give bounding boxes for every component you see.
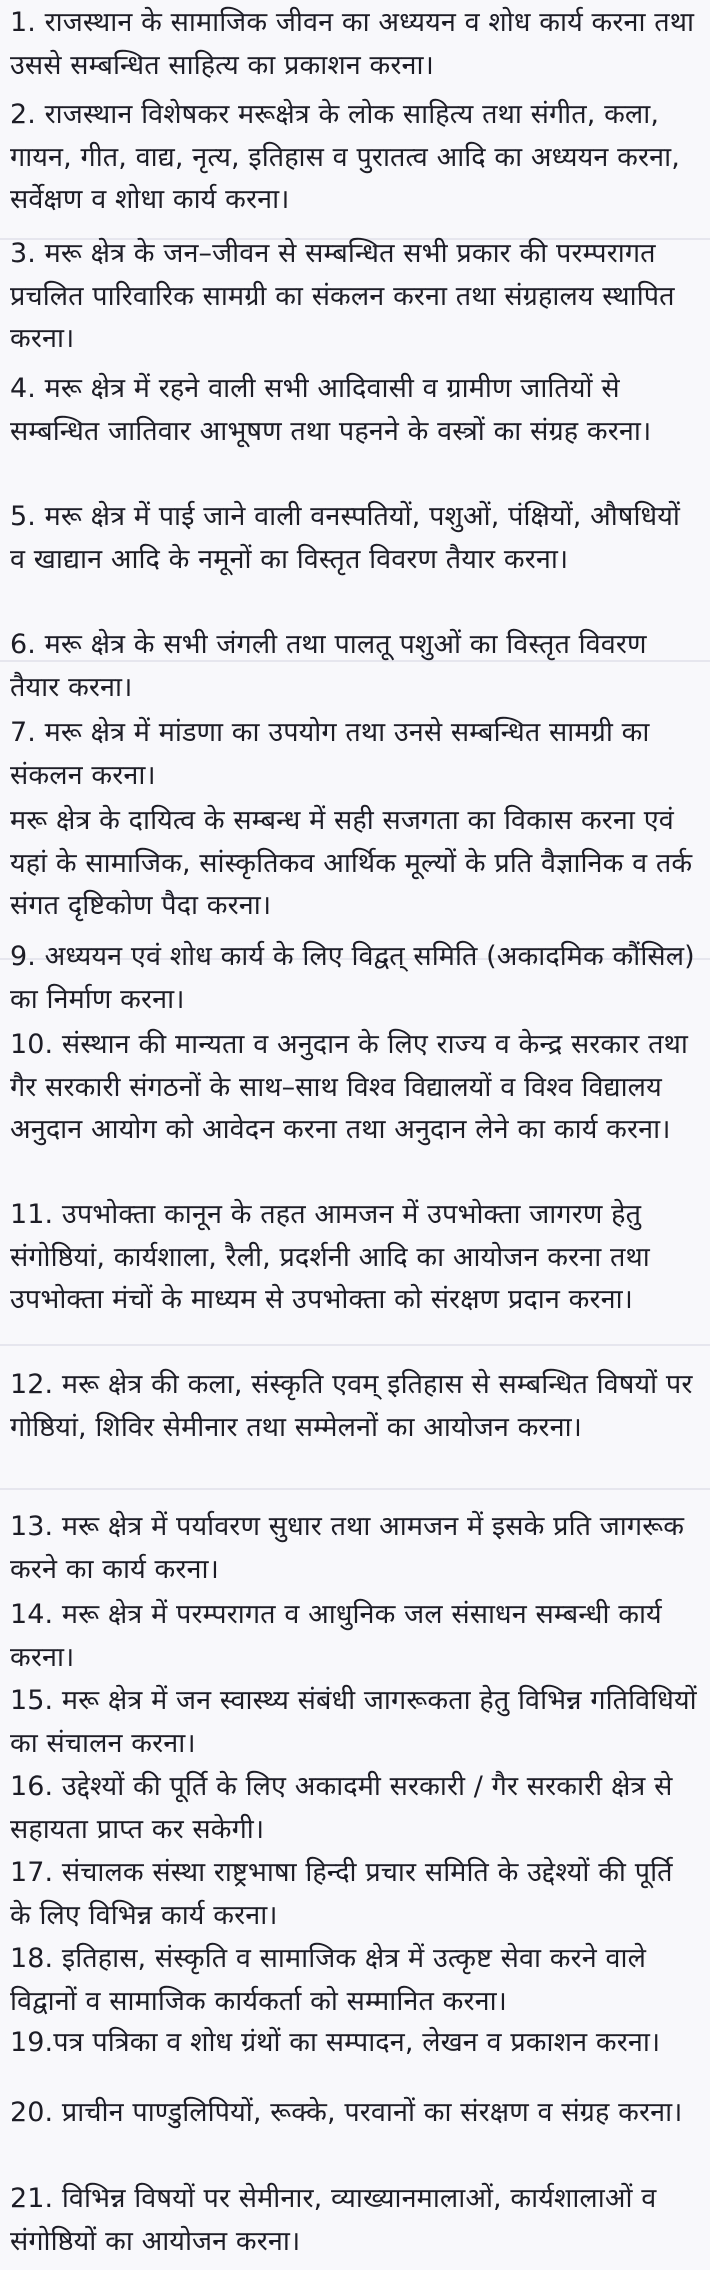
list-item: 11. उपभोक्ता कानून के तहत आमजन में उपभोक्ता जागरण हेतु संगोष्ठियां, कार्यशाला, रैली, प्रदर्शनी आदि का आयोजन करना तथा उपभोक्ता मंचों के माध्यम से उपभोक्ता को संरक्षण प्रदान करना। <box>10 1199 650 1315</box>
list-item: 6. मरू क्षेत्र के सभी जंगली तथा पालतू पशुओं का विस्तृत विवरण तैयार करना। <box>10 629 647 703</box>
list-item: 12. मरू क्षेत्र की कला, संस्कृति एवम् इतिहास से सम्बन्धित विषयों पर गोष्ठियां, शिविर सेमीनार तथा सम्मेलनों का आयोजन करना। <box>10 1369 693 1443</box>
list-item: 2. राजस्थान विशेषकर मरूक्षेत्र के लोक साहित्य तथा संगीत, कला, गायन, गीत, वाद्य, नृत्य, इतिहास व पुरातत्व आदि का अध्ययन करना, सर्वेक्षण व शोधा कार्य करना। <box>10 99 680 215</box>
list-item: 4. मरू क्षेत्र में रहने वाली सभी आदिवासी व ग्रामीण जातियों से सम्बन्धित जातिवार आभूषण तथा पहनने के वस्त्रों का संग्रह करना। <box>10 373 652 447</box>
list-item: 19.पत्र पत्रिका व शोध ग्रंथों का सम्पादन, लेखन व प्रकाशन करना। <box>10 2027 661 2058</box>
scan-divider <box>0 1488 710 1490</box>
list-item: 15. मरू क्षेत्र में जन स्वास्थ्य संबंधी जागरूकता हेतु विभिन्न गतिविधियों का संचालन करना। <box>10 1685 697 1759</box>
scan-divider <box>0 1344 710 1346</box>
list-item: 18. इतिहास, संस्कृति व सामाजिक क्षेत्र में उत्कृष्ट सेवा करने वाले विद्वानों व सामाजिक कार्यकर्ता को सम्मानित करना। <box>10 1943 647 2017</box>
list-item: 21. विभिन्न विषयों पर सेमीनार, व्याख्यानमालाओं, कार्यशालाओं व संगोष्ठियों का आयोजन करना। <box>10 2183 657 2257</box>
list-item: 5. मरू क्षेत्र में पाई जाने वाली वनस्पतियों, पशुओं, पंक्षियों, औषधियों व खाद्यान आदि के नमूनों का विस्तृत विवरण तैयार करना। <box>10 501 680 575</box>
list-item: 7. मरू क्षेत्र में मांडणा का उपयोग तथा उनसे सम्बन्धित सामग्री का संकलन करना। <box>10 717 650 791</box>
list-item: 3. मरू क्षेत्र के जन–जीवन से सम्बन्धित सभी प्रकार की परम्परागत प्रचलित पारिवारिक सामग्री का संकलन करना तथा संग्रहालय स्थापित करना। <box>10 238 675 354</box>
list-item: 17. संचालक संस्था राष्ट्रभाषा हिन्दी प्रचार समिति के उद्देश्यों की पूर्ति के लिए विभिन्न कार्य करना। <box>10 1857 673 1931</box>
list-item: मरू क्षेत्र के दायित्व के सम्बन्ध में सही सजगता का विकास करना एवं यहां के सामाजिक, सांस्कृतिकव आर्थिक मूल्यों के प्रति वैज्ञानिक व तर्क संगत दृष्टिकोण पैदा करना। <box>10 805 693 921</box>
list-item: 20. प्राचीन पाण्डुलिपियों, रूक्के, परवानों का संरक्षण व संग्रह करना। <box>10 2097 683 2128</box>
list-item: 16. उद्देश्यों की पूर्ति के लिए अकादमी सरकारी / गैर सरकारी क्षेत्र से सहायता प्राप्त कर सकेगी। <box>10 1771 673 1845</box>
list-item: 14. मरू क्षेत्र में परम्परागत व आधुनिक जल संसाधन सम्बन्धी कार्य करना। <box>10 1599 662 1673</box>
list-item: 13. मरू क्षेत्र में पर्यावरण सुधार तथा आमजन में इसके प्रति जागरूक करने का कार्य करना। <box>10 1511 685 1585</box>
list-item: 9. अध्ययन एवं शोध कार्य के लिए विद्वत् समिति (अकादमिक कौंसिल) का निर्माण करना। <box>10 941 695 1015</box>
list-item: 10. संस्थान की मान्यता व अनुदान के लिए राज्य व केन्द्र सरकार तथा गैर सरकारी संगठनों के साथ–साथ विश्व विद्यालयों व विश्व विद्यालय अनुदान आयोग को आवेदन करना तथा अनुदान लेने का कार्य करना। <box>10 1029 688 1145</box>
list-item: 1. राजस्थान के सामाजिक जीवन का अध्ययन व शोध कार्य करना तथा उससे सम्बन्धित साहित्य का प्रकाशन करना। <box>10 7 695 81</box>
